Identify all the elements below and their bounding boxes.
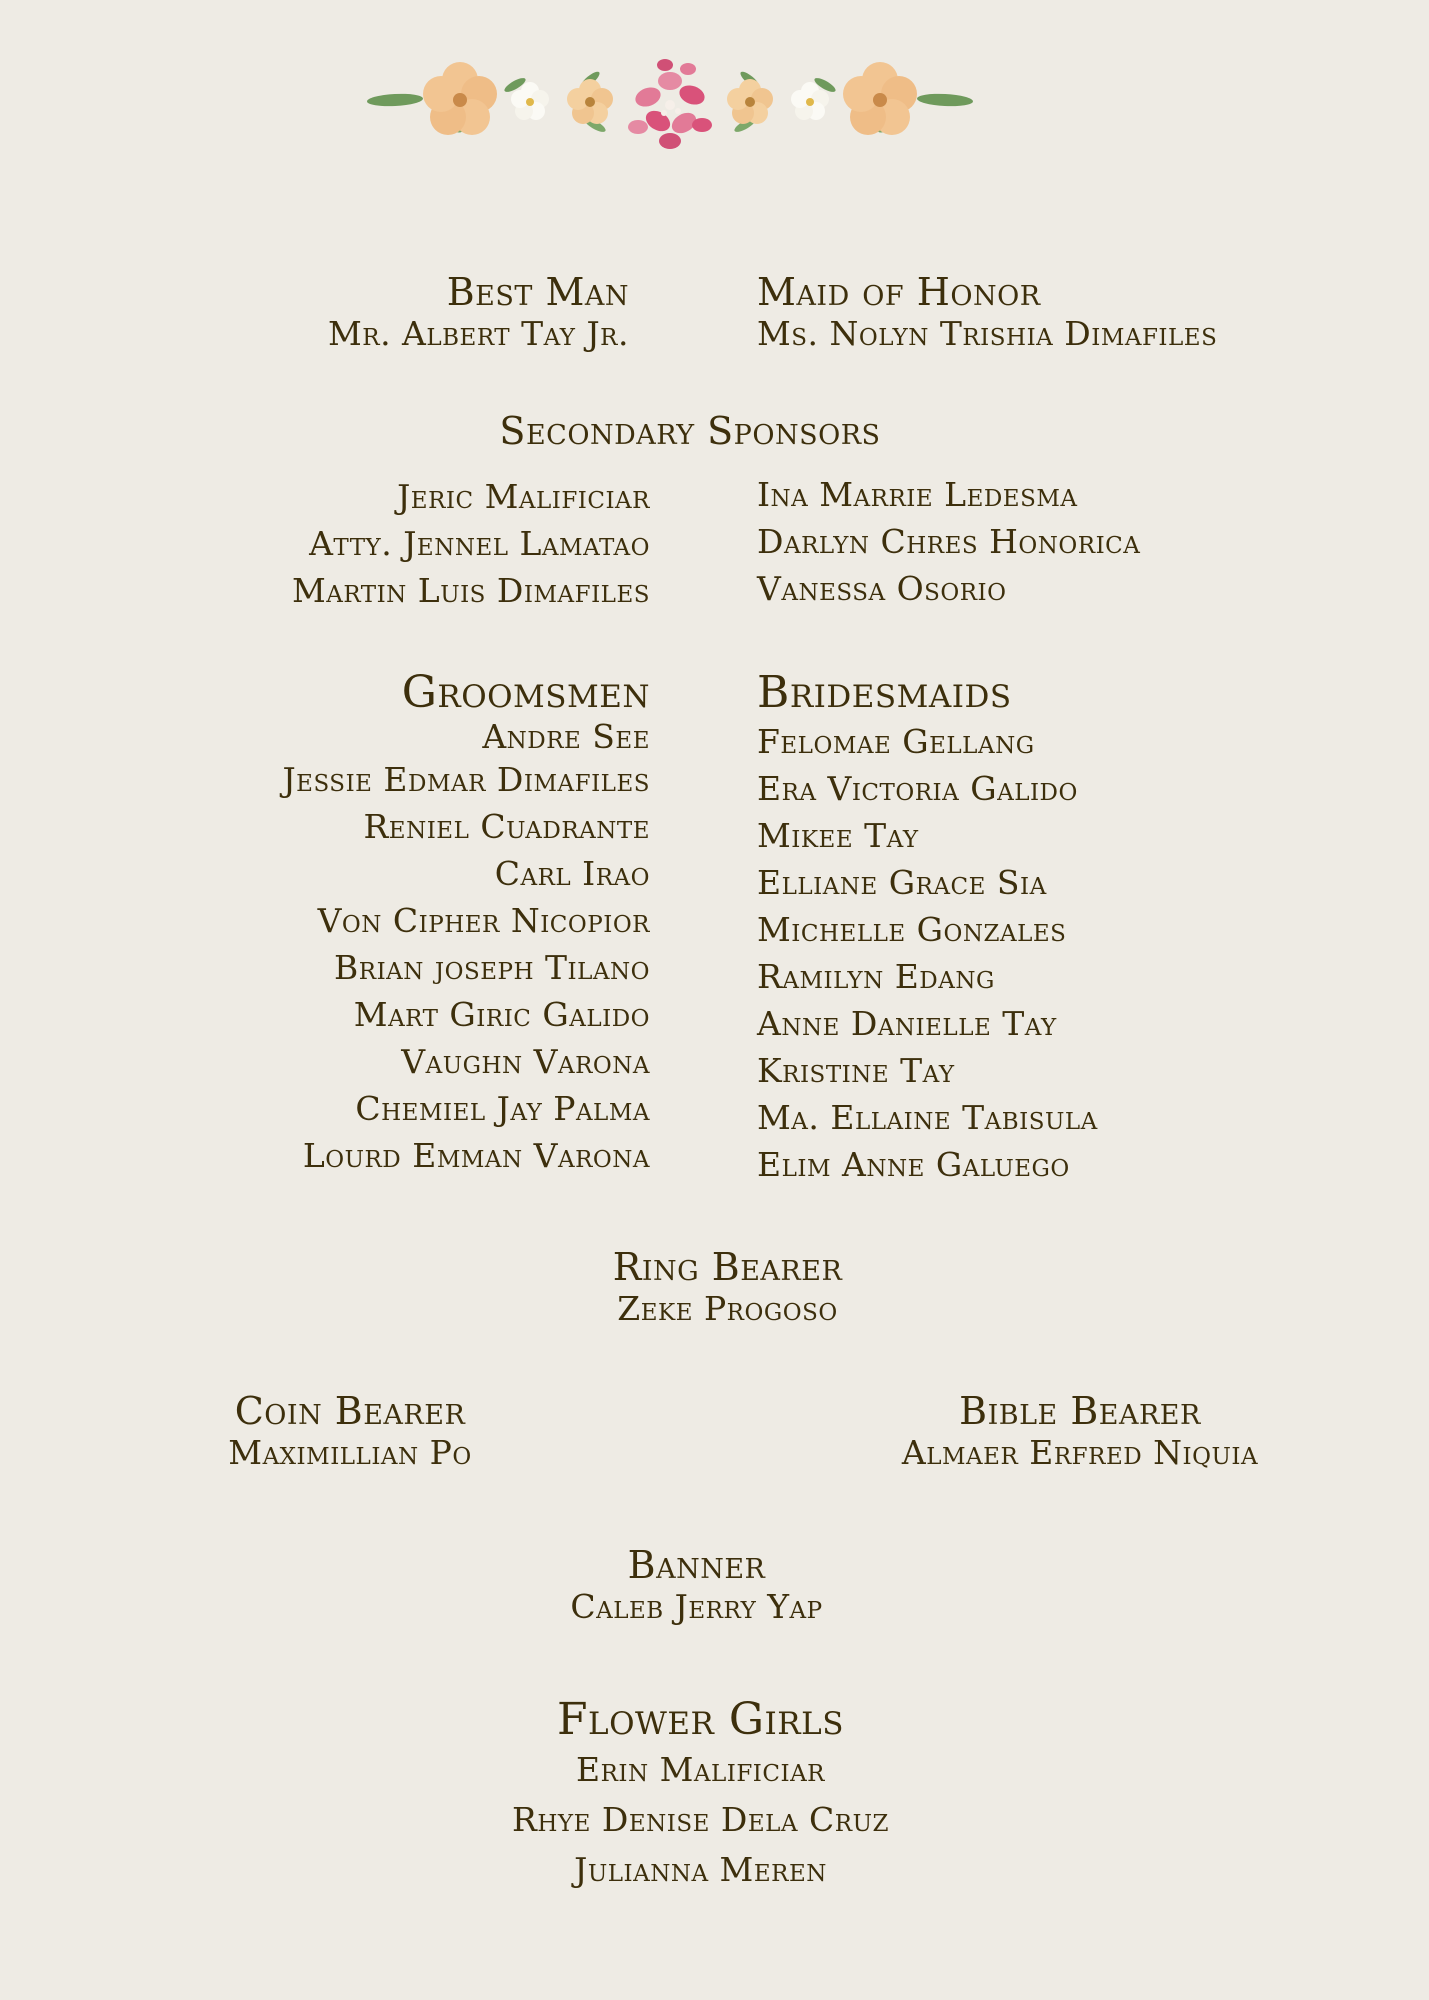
bible-bearer-name: Almaer Erfred Niquia <box>901 1433 1259 1472</box>
bridesmaids-title: Bridesmaids <box>757 667 1012 718</box>
list-item: Vanessa Osorio <box>757 569 1007 608</box>
list-item: Von Cipher Nicopior <box>317 901 650 940</box>
list-item: Felomae Gellang <box>757 722 1035 761</box>
list-item: Michelle Gonzales <box>757 910 1067 949</box>
list-item: Mikee Tay <box>757 816 919 855</box>
bible-bearer-title: Bible Bearer <box>959 1389 1201 1433</box>
list-item: Julianna Meren <box>574 1850 827 1889</box>
maid-of-honor-section <box>757 270 1217 354</box>
banner-name: Caleb Jerry Yap <box>570 1587 823 1626</box>
bridesmaids-section <box>757 668 1098 1188</box>
bible-bearer-section <box>880 1389 1280 1473</box>
list-item: Anne Danielle Tay <box>757 1004 1057 1043</box>
list-item: Reniel Cuadrante <box>363 807 650 846</box>
banner-section <box>0 1543 1393 1627</box>
list-item: Brian joseph Tilano <box>334 948 650 987</box>
banner-title: Banner <box>627 1543 766 1587</box>
secondary-sponsors-left-list <box>292 473 650 614</box>
list-item: Martin Luis Dimafiles <box>291 571 650 610</box>
list-item: Atty. Jennel Lamatao <box>309 524 650 563</box>
best-man-name: Mr. Albert Tay Jr. <box>327 314 629 353</box>
best-man-title: Best Man <box>446 270 629 314</box>
list-item: Vaughn Varona <box>401 1042 650 1081</box>
list-item: Ma. Ellaine Tabisula <box>757 1098 1098 1137</box>
list-item: Elliane Grace Sia <box>757 863 1047 902</box>
coin-bearer-section <box>200 1389 500 1473</box>
ring-bearer-section <box>0 1245 1429 1329</box>
groomsmen-title: Groomsmen <box>401 667 650 718</box>
groomsmen-section <box>282 668 650 1179</box>
list-item: Jeric Malificiar <box>397 477 650 516</box>
list-item: Elim Anne Galuego <box>757 1145 1070 1184</box>
list-item: Chemiel Jay Palma <box>355 1089 650 1128</box>
list-item: Ina Marrie Ledesma <box>757 475 1078 514</box>
list-item: Era Victoria Galido <box>757 769 1078 808</box>
list-item: Rhye Denise Dela Cruz <box>512 1800 889 1839</box>
list-item: Kristine Tay <box>757 1051 955 1090</box>
flower-girls-title: Flower Girls <box>557 1694 844 1745</box>
list-item: Erin Malificiar <box>575 1750 826 1789</box>
coin-bearer-title: Coin Bearer <box>234 1389 466 1433</box>
floral-garland-decoration <box>365 40 975 180</box>
flower-girls-section <box>0 1695 1401 1895</box>
list-item: Lourd Emman Varona <box>302 1136 650 1175</box>
secondary-sponsors-right-list <box>757 471 1140 612</box>
list-item: Darlyn Chres Honorica <box>757 522 1141 561</box>
best-man-section <box>328 270 629 354</box>
list-item: Carl Irao <box>494 854 650 893</box>
list-item: Andre See <box>482 717 650 756</box>
list-item: Ramilyn Edang <box>757 957 995 996</box>
maid-of-honor-name: Ms. Nolyn Trishia Dimafiles <box>757 314 1218 353</box>
ring-bearer-name: Zeke Progoso <box>617 1289 838 1328</box>
list-item: Jessie Edmar Dimafiles <box>282 760 650 799</box>
ring-bearer-title: Ring Bearer <box>612 1245 843 1289</box>
maid-of-honor-title: Maid of Honor <box>757 270 1041 314</box>
list-item: Mart Giric Galido <box>353 995 650 1034</box>
groomsmen-list <box>282 718 650 1179</box>
bridesmaids-list <box>757 718 1098 1188</box>
secondary-sponsors-title: Secondary Sponsors <box>499 409 881 453</box>
coin-bearer-name: Maximillian Po <box>228 1433 472 1472</box>
